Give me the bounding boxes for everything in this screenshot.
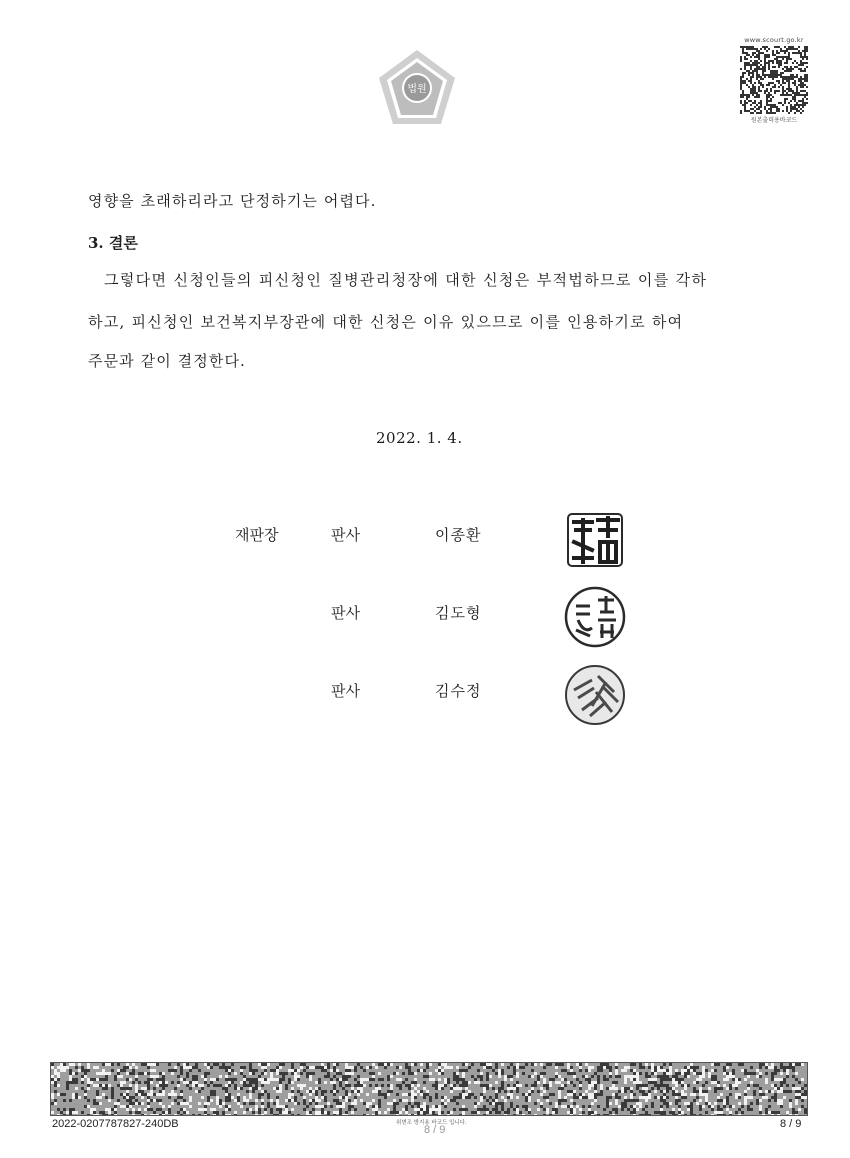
paragraph-line: 영향을 초래하리라고 단정하기는 어렵다. [88, 192, 377, 210]
qr-url: www.scourt.go.kr [744, 36, 804, 44]
qr-caption: 원본출력용바코드 [750, 117, 798, 124]
page-number-center: 8 / 9 [424, 1124, 446, 1136]
emblem-label: 법원 [407, 84, 427, 95]
verification-qr-block [738, 36, 810, 124]
judge-seal-stamp [562, 506, 628, 572]
judge-title: 판사 [331, 604, 360, 622]
signature-row-1 [0, 506, 850, 576]
qr-code [740, 46, 808, 114]
document-id: 2022-0207787827-240DB [52, 1118, 179, 1130]
signature-row-2 [0, 584, 850, 654]
court-emblem-logo [375, 48, 459, 126]
signature-row-3 [0, 662, 850, 732]
judge-name: 이종환 [435, 526, 482, 544]
judge-seal-stamp [562, 662, 628, 728]
decision-date: 2022. 1. 4. [376, 429, 463, 447]
judge-title: 판사 [331, 682, 360, 700]
page-number-right: 8 / 9 [780, 1118, 802, 1130]
presiding-role: 재판장 [235, 526, 279, 544]
paragraph-line: 그렇다면 신청인들의 피신청인 질병관리청장에 대한 신청은 부적법하므로 이를 각하 [104, 271, 708, 289]
judge-name: 김도형 [435, 604, 482, 622]
barcode-note: 위변조 방지용 바코드 입니다. [396, 1120, 467, 1126]
anti-forgery-barcode [50, 1062, 808, 1116]
section-heading: 3. 결론 [88, 234, 138, 252]
paragraph-line: 하고, 피신청인 보건복지부장관에 대한 신청은 이유 있으므로 이를 인용하기로 하여 [88, 313, 684, 331]
judge-seal-stamp [562, 584, 628, 650]
paragraph-line: 주문과 같이 결정한다. [88, 352, 246, 370]
judge-title: 판사 [331, 526, 360, 544]
judge-name: 김수정 [435, 682, 482, 700]
